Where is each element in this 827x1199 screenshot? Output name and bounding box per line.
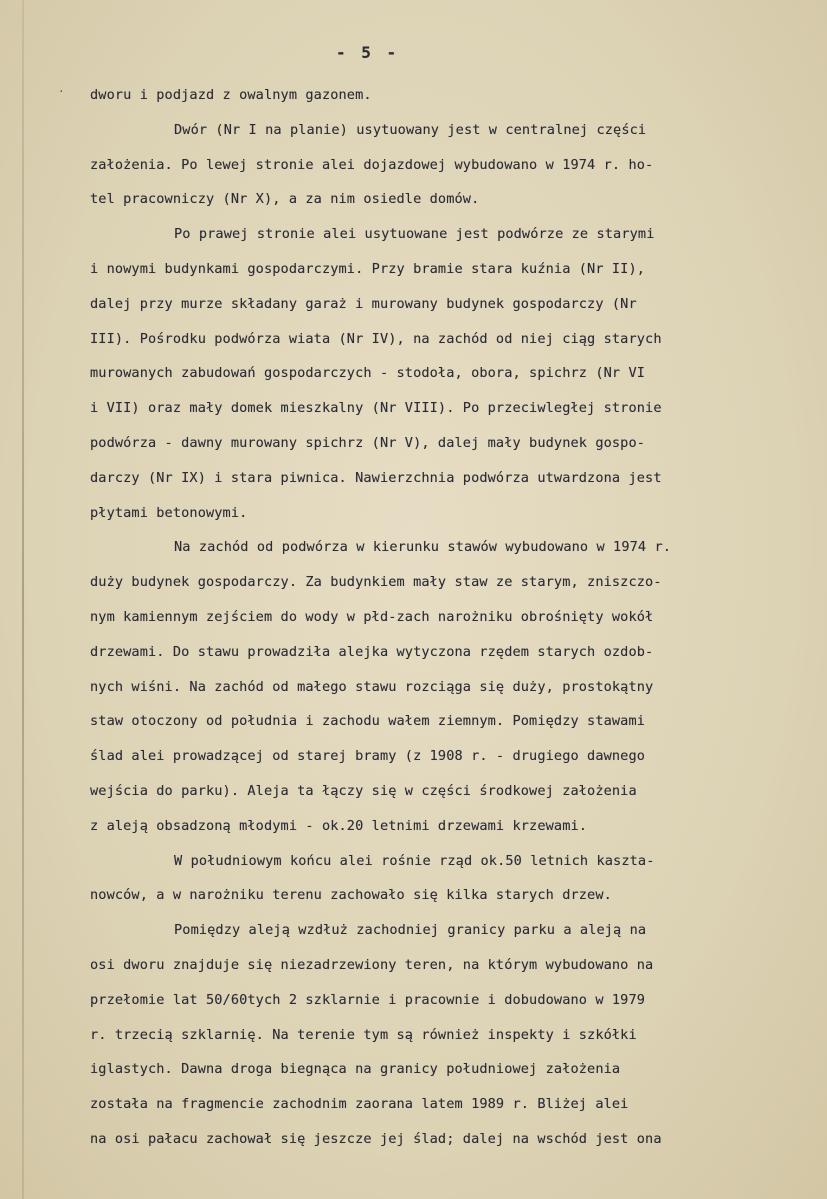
text-line: przełomie lat 50/60tych 2 szklarnie i pracownie i dobudowano w 1979 <box>90 991 646 1008</box>
text-line: na osi pałacu zachował się jeszcze jej ślad; dalej na wschód jest ona <box>90 1130 662 1147</box>
text-line: ślad alei prowadzącej od starej bramy (z 1908 r. - drugiego dawnego <box>90 748 646 765</box>
text-line: III). Pośrodku podwórza wiata (Nr IV), na zachód od niej ciąg starych <box>90 330 662 347</box>
text-line: duży budynek gospodarczy. Za budynkiem mały staw ze starym, zniszczo- <box>90 574 662 591</box>
text-line: staw otoczony od południa i zachodu wałem ziemnym. Pomiędzy stawami <box>90 713 646 730</box>
text-line: dworu i podjazd z owalnym gazonem. <box>90 87 372 103</box>
text-line: nym kamiennym zejściem do wody w płd-zach narożniku obrośnięty wokół <box>90 608 654 625</box>
text-line: z aleją obsadzoną młodymi - ok.20 letnimi drzewami krzewami. <box>90 817 588 834</box>
page-binding-edge <box>22 0 24 1199</box>
text-line: Na zachód od podwórza w kierunku stawów wybudowano w 1974 r. <box>174 539 672 556</box>
text-line: została na fragmencie zachodnim zaorana latem 1989 r. Bliżej alei <box>90 1096 629 1113</box>
text-line: podwórza - dawny murowany spichrz (Nr V), dalej mały budynek gospo- <box>90 434 646 451</box>
text-line: nych wiśni. Na zachód od małego stawu rozciąga się duży, prostokątny <box>90 678 654 695</box>
text-line: wejścia do parku). Aleja ta łączy się w części środkowej założenia <box>90 782 637 799</box>
text-line: W południowym końcu alei rośnie rząd ok.50 letnich kaszta- <box>174 852 655 869</box>
text-line: osi dworu znajduje się niezadrzewiony teren, na którym wybudowano na <box>90 956 654 973</box>
margin-mark: . <box>58 82 65 95</box>
text-line: dalej przy murze składany garaż i murowany budynek gospodarczy (Nr <box>90 295 637 312</box>
text-line: założenia. Po lewej stronie alei dojazdowej wybudowano w 1974 r. ho- <box>90 156 654 173</box>
text-line: i nowymi budynkami gospodarczymi. Przy bramie stara kuźnia (Nr II), <box>90 260 646 277</box>
text-line: drzewami. Do stawu prowadziła alejka wytyczona rzędem starych ozdob- <box>90 643 654 660</box>
text-line: Pomiędzy aleją wzdłuż zachodniej granicy parku a aleją na <box>174 922 647 939</box>
text-line: darczy (Nr IX) i stara piwnica. Nawierzchnia podwórza utwardzona jest <box>90 469 662 486</box>
text-line: tel pracowniczy (Nr X), a za nim osiedle domów. <box>90 191 480 208</box>
text-line: Dwór (Nr I na planie) usytuowany jest w centralnej części <box>174 121 647 138</box>
text-line: nowców, a w narożniku terenu zachowało się kilka starych drzew. <box>90 887 612 904</box>
text-line: i VII) oraz mały domek mieszkalny (Nr VIII). Po przeciwległej stronie <box>90 400 662 417</box>
text-line: płytami betonowymi. <box>90 504 248 521</box>
text-line: Po prawej stronie alei usytuowane jest podwórze ze starymi <box>174 226 655 243</box>
page-number: - 5 - <box>336 43 400 62</box>
text-line: iglastych. Dawna droga biegnąca na granicy południowej założenia <box>90 1061 621 1078</box>
text-line: murowanych zabudowań gospodarczych - stodoła, obora, spichrz (Nr VI <box>90 365 646 382</box>
text-line: r. trzecią szklarnię. Na terenie tym są również inspekty i szkółki <box>90 1026 637 1043</box>
body-text <box>90 78 800 1157</box>
